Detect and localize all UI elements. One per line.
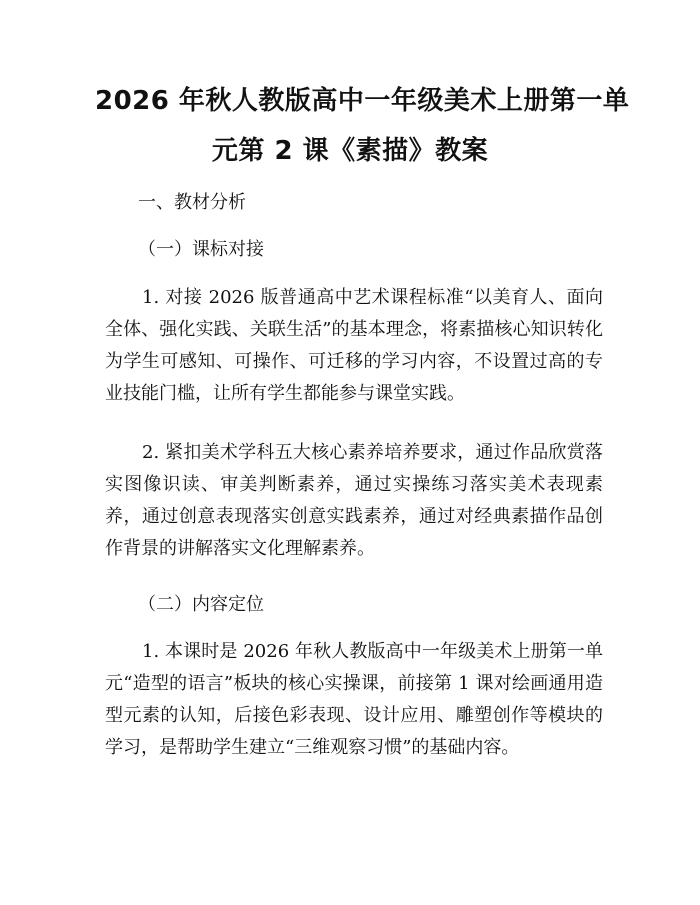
subsection-heading-standards: （一）课标对接 (138, 239, 264, 260)
subsection-heading-content-positioning: （二）内容定位 (138, 594, 264, 615)
document-title-line-1: 2026 年秋人教版高中一年级美术上册第一单 (95, 86, 630, 116)
paragraph-content-positioning-1: 1. 本课时是 2026 年秋人教版高中一年级美术上册第一单元“造型的语言”板块的核心实操课，前接第 1 课对绘画通用造型元素的认知，后接色彩表现、设计应用、雕塑创作等模块的学习，是帮助学生建立“三维观察习惯”的基础内容。 (105, 641, 603, 758)
document-title-line-2: 元第 2 课《素描》教案 (211, 136, 489, 166)
paragraph-standards-2: 2. 紧扣美术学科五大核心素养培养要求，通过作品欣赏落实图像识读、审美判断素养，通过实操练习落实美术表现素养，通过创意表现落实创意实践素养，通过对经典素描作品创作背景的讲解落实文化理解素养。 (105, 442, 603, 559)
paragraph-standards-1: 1. 对接 2026 版普通高中艺术课程标准“以美育人、面向全体、强化实践、关联生活”的基本理念，将素描核心知识转化为学生可感知、可操作、可迁移的学习内容，不设置过高的专业技能门槛，让所有学生都能参与课堂实践。 (105, 287, 603, 404)
section-heading-textbook-analysis: 一、教材分析 (138, 192, 246, 213)
